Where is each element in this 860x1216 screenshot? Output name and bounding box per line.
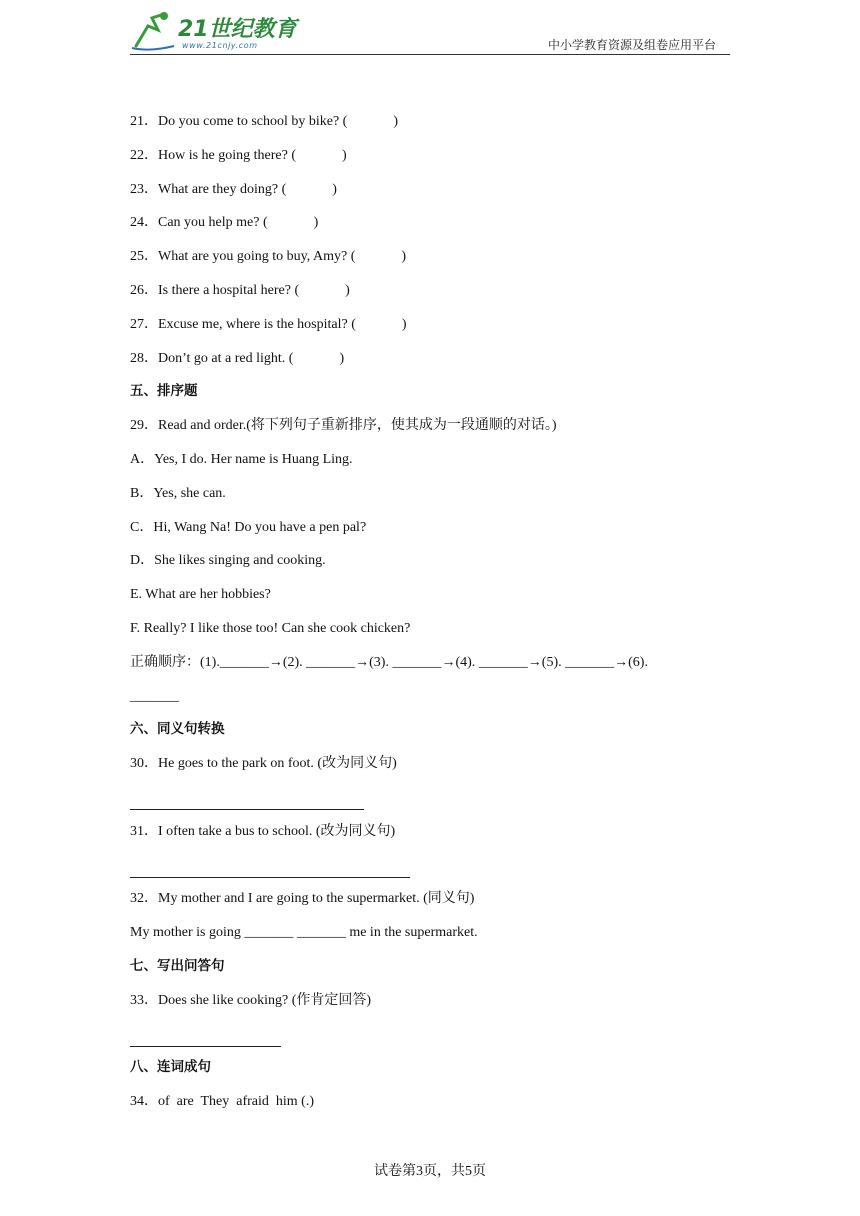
question-26: 26．Is there a hospital here? ( ) — [130, 282, 350, 298]
option-f: F. Really? I like those too! Can she cook chicken? — [130, 620, 411, 636]
question-30: 30．He goes to the park on foot. (改为同义句) — [130, 756, 397, 772]
section-6-title: 六、同义句转换 — [130, 721, 225, 738]
svg-text:21世纪教育: 21世纪教育 — [178, 17, 297, 42]
option-a: A．Yes, I do. Her name is Huang Ling. — [130, 451, 353, 467]
question-32: 32．My mother and I are going to the supermarket. (同义句) — [130, 891, 475, 907]
option-e: E. What are her hobbies? — [130, 587, 271, 603]
question-27: 27．Excuse me, where is the hospital? ( ) — [130, 316, 407, 332]
answer-line-30 — [130, 781, 730, 815]
header-divider — [130, 54, 730, 55]
section-7-title: 七、写出问答句 — [130, 957, 225, 974]
header-site-name: 中小学教育资源及组卷应用平台 — [547, 38, 716, 52]
question-24: 24．Can you help me? ( ) — [130, 215, 319, 231]
question-25: 25．What are you going to buy, Amy? ( ) — [130, 249, 407, 265]
section-8-title: 八、连词成句 — [130, 1059, 211, 1076]
question-28: 28．Don’t go at a red light. ( ) — [130, 350, 345, 366]
question-23: 23．What are they doing? ( ) — [130, 181, 337, 197]
question-21: 21．Do you come to school by bike? ( ) — [130, 114, 399, 129]
question-29: 29．Read and order.(将下列句子重新排序，使其成为一段通顺的对话。) — [130, 418, 557, 434]
question-32-fill: My mother is going _______ _______ me in the supermarket. — [130, 925, 478, 941]
answer-line-33 — [130, 1018, 730, 1052]
option-d: D．She likes singing and cooking. — [130, 553, 326, 569]
order-answer-line: 正确顺序：(1)._______→(2). _______→(3). _______→(4). _______→(5). _______→(6). — [130, 654, 648, 670]
option-b: B．Yes, she can. — [130, 485, 226, 501]
svg-text:www.21cnjy.com: www.21cnjy.com — [182, 41, 258, 50]
logo-icon — [130, 8, 300, 52]
answer-line-31 — [130, 849, 730, 883]
question-22: 22．How is he going there? ( ) — [130, 147, 347, 163]
page-header — [130, 8, 730, 54]
option-c: C．Hi, Wang Na! Do you have a pen pal? — [130, 519, 367, 535]
order-answer-tail: _______ — [130, 688, 179, 704]
question-33: 33．Does she like cooking? (作肯定回答) — [130, 992, 372, 1008]
page-footer: 试卷第3页，共5页 — [374, 1164, 486, 1179]
question-31: 31．I often take a bus to school. (改为同义句) — [130, 823, 396, 839]
question-34: 34．of are They afraid him (.) — [130, 1094, 315, 1110]
section-5-title: 五、排序题 — [130, 383, 198, 400]
exam-content — [130, 105, 730, 1119]
